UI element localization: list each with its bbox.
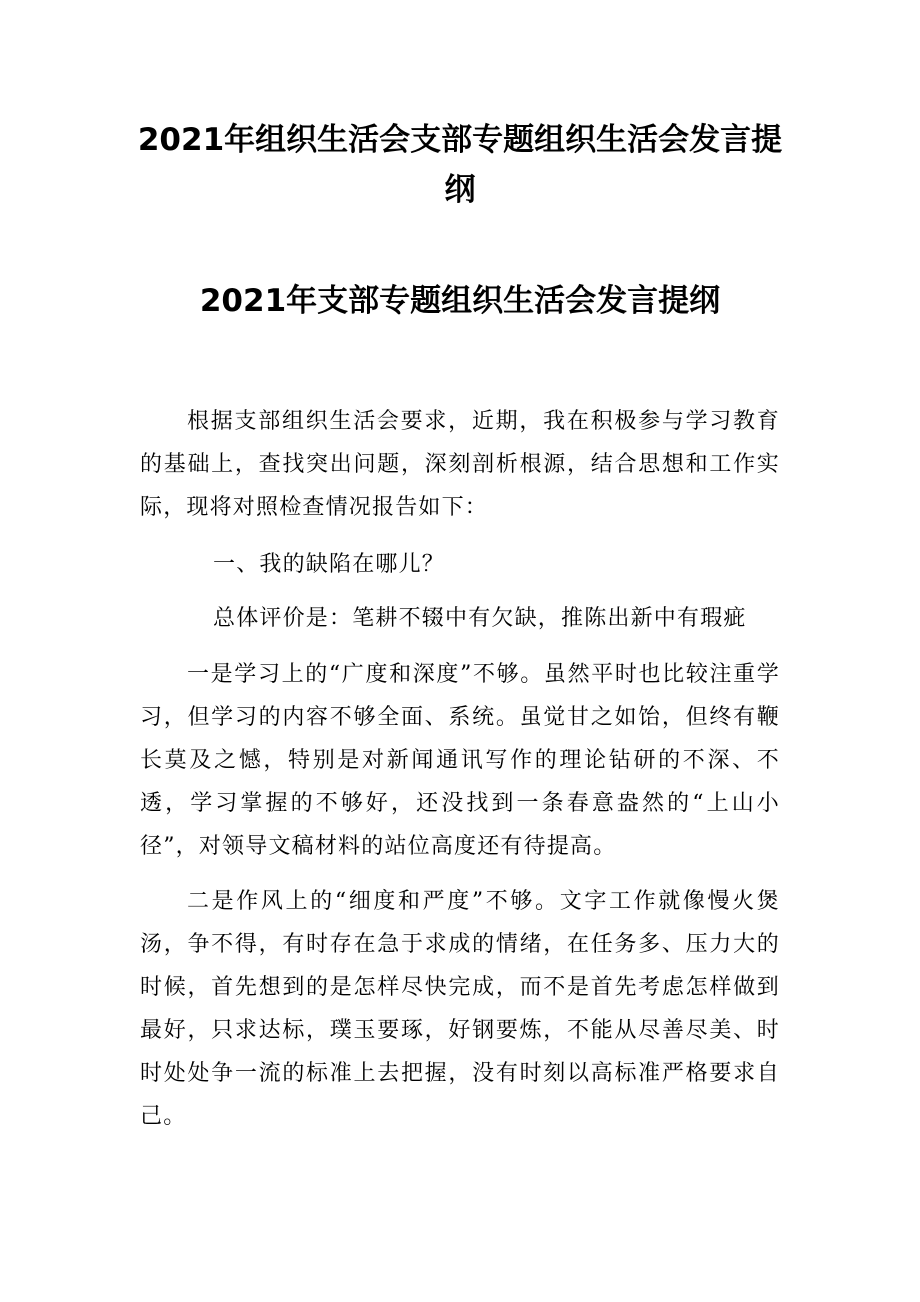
document-subtitle: 2021年支部专题组织生活会发言提纲 xyxy=(199,283,721,319)
paragraph-summary: 总体评价是：笔耕不辍中有欠缺，推陈出新中有瑕疵 xyxy=(213,606,747,631)
paragraph-intro: 根据支部组织生活会要求，近期，我在积极参与学习教育的基础上，查找突出问题，深刻剖析根源，结合思想和工作实际，现将对照检查情况报告如下： xyxy=(140,409,780,520)
section-heading-1: 一、我的缺陷在哪儿？ xyxy=(213,552,446,577)
paragraph-point-2: 二是作风上的“细度和严度”不够。文字工作就像慢火煲汤，争不得，有时存在急于求成的情绪，在任务多、压力大的时候，首先想到的是怎样尽快完成，而不是首先考虑怎样做到最好，只求达标，璞玉要琢，好钢要炼，不能从尽善尽美、时时处处争一流的标准上去把握，没有时刻以高标准严格要求自己。 xyxy=(140,889,780,1129)
paragraph-point-1: 一是学习上的“广度和深度”不够。虽然平时也比较注重学习，但学习的内容不够全面、系统。虽觉甘之如饴，但终有鞭长莫及之憾，特别是对新闻通讯写作的理论钻研的不深、不透，学习掌握的不够好，还没找到一条春意盎然的“上山小径”，对领导文稿材料的站位高度还有待提高。 xyxy=(140,662,780,859)
document-title: 2021年组织生活会支部专题组织生活会发言提纲 xyxy=(137,122,783,208)
